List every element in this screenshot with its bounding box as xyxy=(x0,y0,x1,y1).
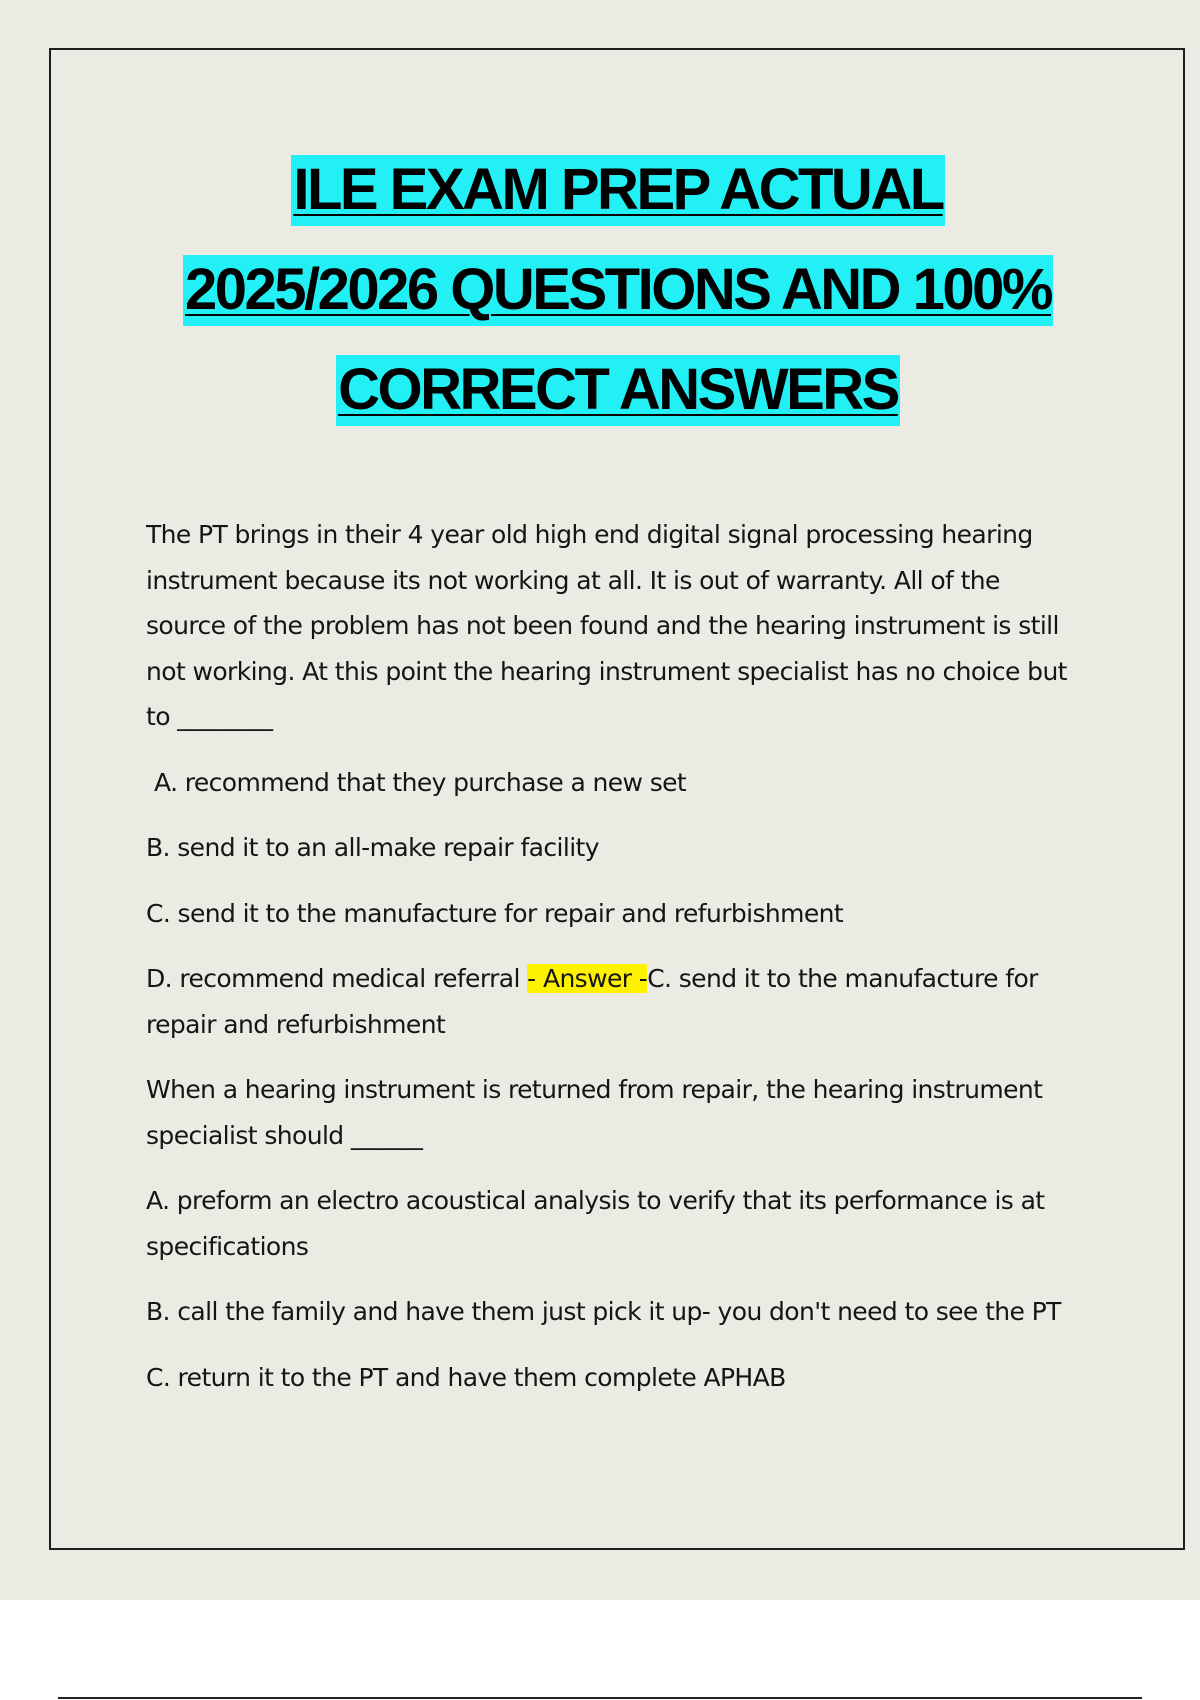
bottom-divider xyxy=(58,1697,1142,1699)
question-2-option-b: B. call the family and have them just pick it up- you don't need to see the PT xyxy=(146,1297,1061,1326)
question-1-option-d-text: D. recommend medical referral xyxy=(146,964,528,993)
title-line-2 xyxy=(0,240,1200,340)
question-1-option-d xyxy=(146,956,1086,1047)
question-2-option-a: A. preform an electro acoustical analysis to verify that its performance is at specifications xyxy=(146,1186,1045,1261)
title-line-1 xyxy=(0,140,1200,240)
question-1-option-b: B. send it to an all-make repair facility xyxy=(146,833,599,862)
answer-marker: - Answer - xyxy=(527,964,648,993)
question-2-stem: When a hearing instrument is returned from repair, the hearing instrument specialist should ______ xyxy=(146,1075,1043,1150)
title-text-3: CORRECT ANSWERS xyxy=(336,355,900,426)
title-line-3 xyxy=(0,340,1200,440)
title-text-1: ILE EXAM PREP ACTUAL xyxy=(291,155,944,226)
question-1-answer: C. send it to the manufacture for repair and refurbishment xyxy=(146,964,1038,1039)
question-2-option-c: C. return it to the PT and have them complete APHAB xyxy=(146,1362,786,1392)
question-1-option-a: A. recommend that they purchase a new set xyxy=(154,767,687,797)
question-1-option-c: C. send it to the manufacture for repair and refurbishment xyxy=(146,898,844,928)
title-text-2: 2025/2026 QUESTIONS AND 100% xyxy=(183,255,1053,326)
document-body xyxy=(146,512,1086,1420)
document-title xyxy=(0,140,1200,440)
question-1-stem: The PT brings in their 4 year old high end digital signal processing hearing instrument because its not working at all. It is out of warranty. All of the source of the problem has not been found and the hearing instrument is still not working. At this point the hearing instrument specialist has no choice but to ________ xyxy=(146,520,1067,731)
